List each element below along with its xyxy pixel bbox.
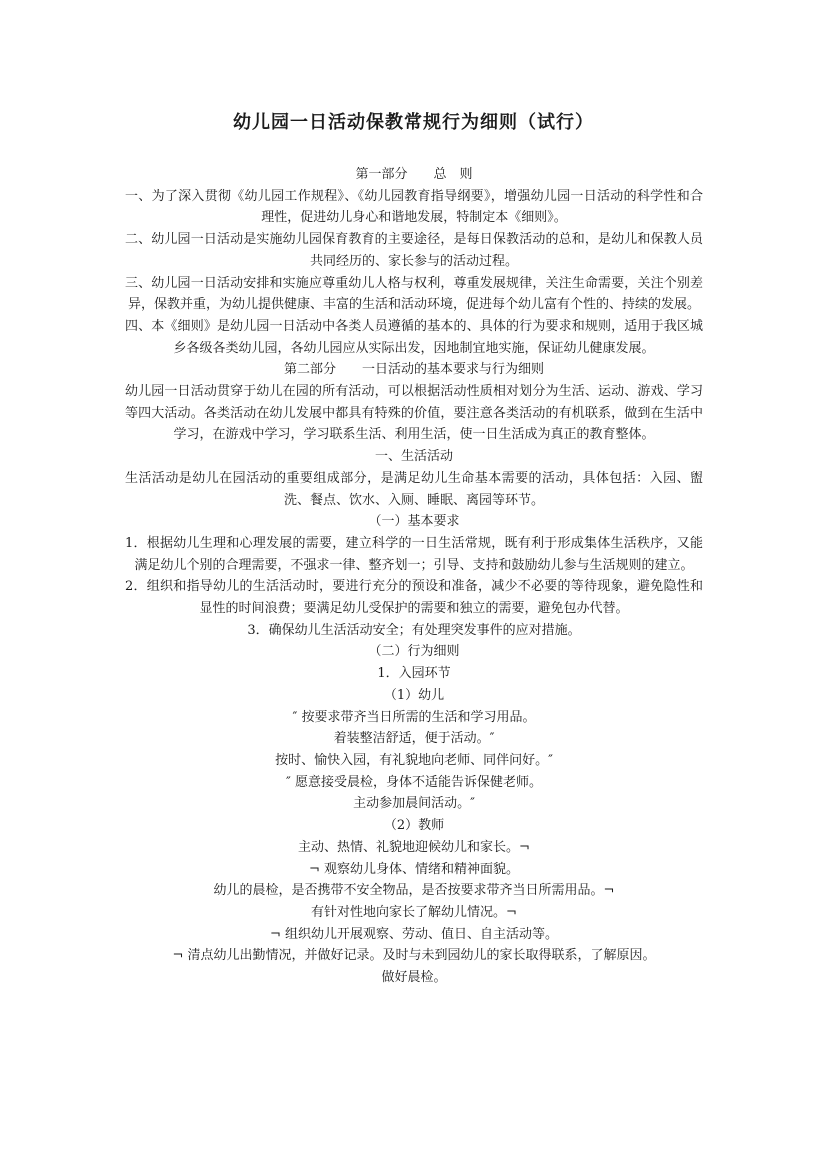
list-item: ″ 愿意接受晨检，身体不适能告诉保健老师。 — [286, 774, 542, 790]
subsection-heading: （二）行为细则 — [368, 644, 460, 660]
list-item: ″ 按要求带齐当日所需的生活和学习用品。 — [292, 709, 536, 725]
list-item: 有针对性地向家长了解幼儿情况。¬ — [311, 904, 517, 920]
document-title: 幼儿园一日活动保教常规行为细则（试行） — [233, 112, 594, 133]
item-subheading: （1）幼儿 — [383, 687, 445, 703]
section-heading: 一、生活活动 — [374, 449, 453, 465]
paragraph: 2．组织和指导幼儿的生活活动时，要进行充分的预设和准备，减少不必要的等待现象，避免隐性和显性的时间浪费；要满足幼儿受保护的需要和独立的需要，避免包办代替。 — [125, 579, 703, 617]
part-two-heading: 第二部分 一日活动的基本要求与行为细则 — [283, 362, 544, 378]
list-item: 按时、愉快入园，有礼貌地向老师、同伴问好。″ — [275, 752, 553, 768]
list-item: 主动参加晨间活动。″ — [353, 796, 475, 812]
paragraph: 3．确保幼儿生活活动安全；有处理突发事件的应对措施。 — [247, 622, 581, 638]
paragraph: 四、本《细则》是幼儿园一日活动中各类人员遵循的基本的、具体的行为要求和规则，适用于我区城乡各级各类幼儿园，各幼儿园应从实际出发，因地制宜地实施，保证幼儿健康发展。 — [125, 318, 703, 356]
list-item: 做好晨检。 — [381, 970, 447, 986]
paragraph: 一、为了深入贯彻《幼儿园工作规程》、《幼儿园教育指导纲要》，增强幼儿园一日活动的科学性和合理性，促进幼儿身心和谐地发展，特制定本《细则》。 — [125, 188, 703, 226]
paragraph: 二、幼儿园一日活动是实施幼儿园保育教育的主要途径，是每日保教活动的总和，是幼儿和保教人员共同经历的、家长参与的活动过程。 — [125, 232, 703, 269]
part-one-heading: 第一部分 总 则 — [355, 167, 473, 182]
paragraph: 生活活动是幼儿在园活动的重要组成部分，是满足幼儿生命基本需要的活动，具体包括：入园、盥洗、餐点、饮水、入厕、睡眠、离园等环节。 — [125, 470, 703, 508]
list-item: 幼儿的晨检，是否携带不安全物品，是否按要求带齐当日所需用品。¬ — [213, 883, 615, 899]
item-subheading: （2）教师 — [383, 818, 445, 834]
paragraph: 幼儿园一日活动贯穿于幼儿在园的所有活动，可以根据活动性质相对划分为生活、运动、游戏、学习等四大活动。各类活动在幼儿发展中都具有特殊的价值，要注意各类活动的有机联系，做到在生活中学习，在游戏中学习，学习联系生活、利用生活，使一日生活成为真正的教育整体。 — [125, 384, 703, 443]
list-item: 主动、热情、礼貌地迎候幼儿和家长。¬ — [298, 839, 530, 855]
list-item: ¬ 组织幼儿开展观察、劳动、值日、自主活动等。 — [269, 926, 559, 942]
list-item: ¬ 清点幼儿出勤情况，并做好记录。及时与未到园幼儿的家长取得联系，了解原因。 — [172, 948, 656, 964]
document-body — [125, 164, 703, 989]
paragraph: 三、幼儿园一日活动安排和实施应尊重幼儿人格与权利，尊重发展规律，关注生命需要，关注个别差异，保教并重，为幼儿提供健康、丰富的生活和活动环境，促进每个幼儿富有个性的、持续的发展。 — [125, 275, 703, 313]
list-item: 着装整洁舒适，便于活动。″ — [333, 731, 495, 747]
list-item: ¬ 观察幼儿身体、情绪和精神面貌。 — [308, 861, 520, 877]
item-heading: 1．入园环节 — [377, 666, 451, 682]
subsection-heading: （一）基本要求 — [368, 514, 460, 530]
paragraph: 1．根据幼儿生理和心理发展的需要，建立科学的一日生活常规，既有利于形成集体生活秩序，又能满足幼儿个别的合理需要，不强求一律、整齐划一；引导、支持和鼓励幼儿参与生活规则的建立。 — [125, 535, 703, 573]
